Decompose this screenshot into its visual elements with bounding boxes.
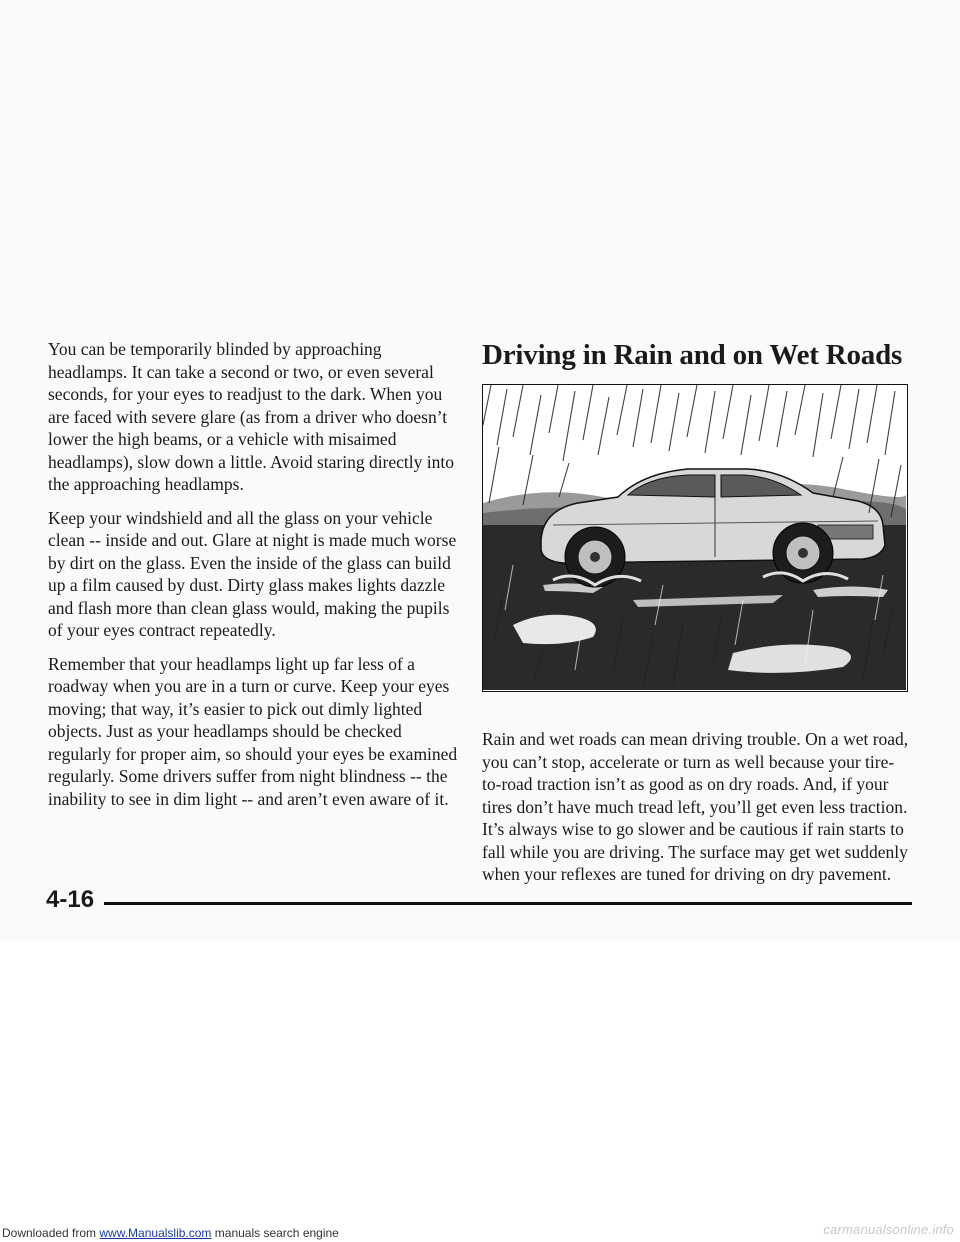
caption-text: Rain and wet roads can mean driving trouble. On a wet road, you can’t stop, accelerate or turn as well because your tire-to-road traction isn’t as good as on dry roads. And, if your tires don’t have much tread left, you’ll get even less traction. It’s always wise to go slower and be cautious if rain starts to fall while you are driving. The surface may get wet suddenly when your reflexes are tuned for driving on dry pavement. bbox=[482, 729, 909, 884]
download-banner bbox=[2, 1226, 662, 1240]
footer-rule bbox=[104, 902, 912, 905]
site-watermark: carmanualsonline.info bbox=[823, 1222, 954, 1237]
download-prefix: Downloaded from bbox=[2, 1226, 100, 1240]
right-column bbox=[482, 338, 912, 884]
paragraph-headlamps-curve: Remember that your headlamps light up far less of a roadway when you are in a turn or curve. Keep your eyes moving; that way, it’s easier to pick out dimly lighted objects. Just as your headlamps should be checked regularly for proper aim, so should your eyes be examined regularly. Some drivers suffer from night blindness -- the inability to see in dim light -- and aren’t even aware of it. bbox=[48, 653, 458, 809]
page-footer bbox=[46, 880, 912, 920]
car-in-rain-illustration bbox=[482, 384, 908, 692]
left-column bbox=[48, 338, 460, 821]
rain-scene-svg bbox=[483, 385, 906, 690]
paragraph-windshield: Keep your windshield and all the glass on your vehicle clean -- inside and out. Glare at night is made much worse by dirt on the glass. Even the inside of the glass can build up a film caused by dust. Dirty glass makes lights dazzle and flash more than clean glass would, making the pupils of your eyes contract repeatedly. bbox=[48, 507, 457, 640]
page-number: 4-16 bbox=[46, 886, 95, 913]
rain-caption bbox=[482, 728, 910, 886]
section-heading: Driving in Rain and on Wet Roads bbox=[482, 339, 903, 371]
paragraph-glare: You can be temporarily blinded by approaching headlamps. It can take a second or two, or even several seconds, for your eyes to readjust to the dark. When you are faced with severe glare (as from a driver who doesn’t lower the high beams, or a vehicle with misaimed headlamps), slow down a little. Avoid staring directly into the approaching headlamps. bbox=[48, 339, 454, 494]
manualslib-link[interactable]: www.Manualslib.com bbox=[99, 1226, 212, 1240]
download-suffix: manuals search engine bbox=[211, 1226, 339, 1240]
